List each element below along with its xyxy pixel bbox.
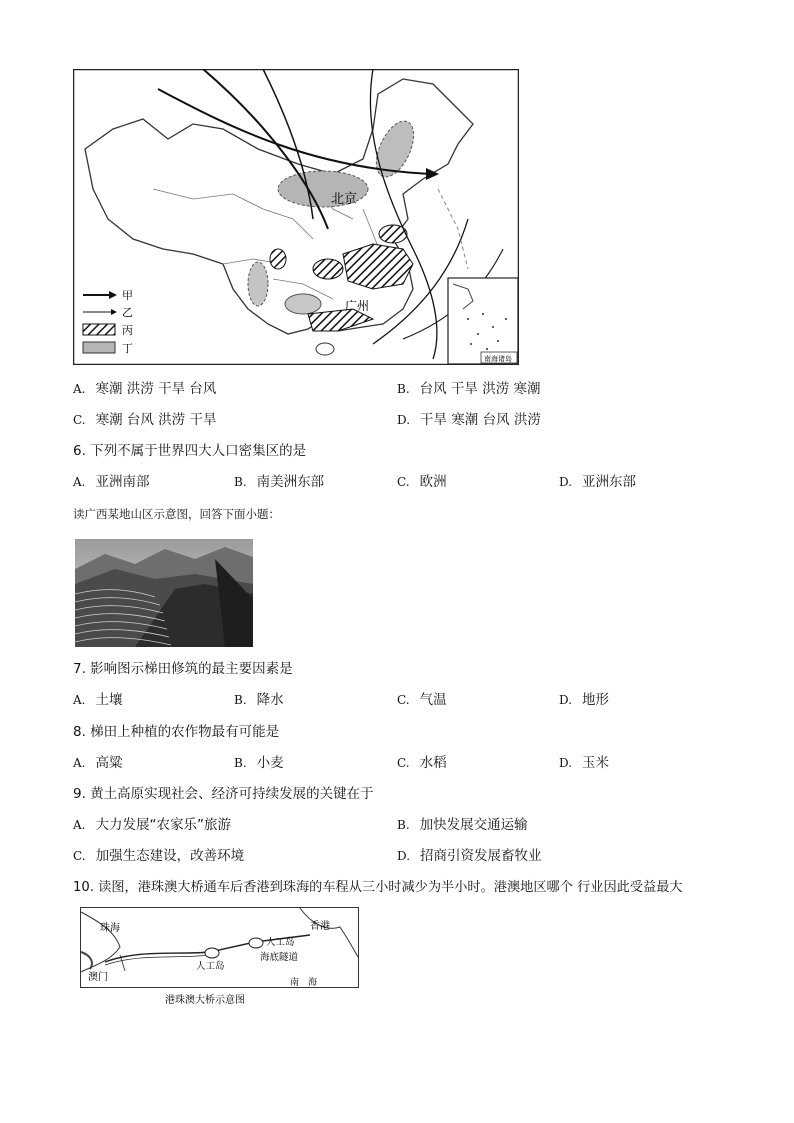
q8-option-d[interactable]: D. 玉米 [559, 755, 610, 771]
artificial-island-2 [249, 938, 263, 948]
guangzhou-label: 广州 [345, 299, 370, 313]
label-zhuhai: 珠海 [100, 923, 120, 934]
q7-option-c[interactable]: C. 气温 [397, 692, 447, 708]
q8-option-b[interactable]: B. 小麦 [234, 755, 284, 771]
q6-option-d[interactable]: D. 亚洲东部 [559, 474, 637, 490]
label-island-2: 人工岛 [266, 937, 295, 948]
q8-option-c[interactable]: C. 水稻 [397, 755, 447, 771]
region-ding-3 [248, 262, 268, 306]
region-ding-4 [285, 294, 321, 314]
q9-option-b[interactable]: B. 加快发展交通运输 [397, 817, 528, 833]
q6-option-c[interactable]: C. 欧洲 [397, 474, 447, 490]
label-aomen: 澳门 [88, 972, 108, 983]
artificial-island-1 [205, 948, 219, 958]
q7-option-a[interactable]: A. 土壤 [73, 692, 123, 708]
legend-jia: 甲 [122, 289, 133, 302]
beijing-label: 北京 [331, 192, 358, 207]
legend-bing: 丙 [122, 324, 133, 337]
legend-ding: 丁 [122, 342, 133, 355]
q7-stem: 7. 影响图示梯田修筑的最主要因素是 [73, 661, 293, 677]
label-nanhai: 南 海 [290, 978, 318, 988]
q6-option-b[interactable]: B. 南美洲东部 [234, 474, 325, 490]
q5-option-b[interactable]: B. 台风 干旱 洪涝 寒潮 [397, 381, 541, 397]
q7-option-d[interactable]: D. 地形 [559, 692, 610, 708]
label-xianggang: 香港 [310, 921, 330, 932]
q5-option-a[interactable]: A. 寒潮 洪涝 干旱 台风 [73, 381, 217, 397]
hzmb-map [80, 907, 360, 1010]
region-bing-2 [313, 259, 343, 279]
q7-option-b[interactable]: B. 降水 [234, 692, 284, 708]
legend-yi: 乙 [122, 306, 133, 319]
label-tunnel: 海底隧道 [260, 952, 299, 963]
q10-stem: 10. 读图，港珠澳大桥通车后香港到珠海的车程从三小时减少为半小时。港澳地区哪个 行业因此受益最大 [73, 880, 683, 895]
terrace-photo [75, 539, 253, 647]
china-hazard-map [73, 69, 519, 365]
q6-stem: 6. 下列不属于世界四大人口密集区的是 [73, 443, 307, 459]
map2-caption: 港珠澳大桥示意图 [165, 995, 245, 1006]
q5-option-c[interactable]: C. 寒潮 台风 洪涝 干旱 [73, 412, 217, 428]
q8-option-a[interactable]: A. 高粱 [73, 755, 123, 771]
q6-option-a[interactable]: A. 亚洲南部 [73, 474, 150, 490]
label-island-1: 人工岛 [196, 961, 225, 972]
q9-option-a[interactable]: A. 大力发展“农家乐”旅游 [73, 817, 231, 833]
nanhai-inset-label: 南海诸岛 [484, 355, 512, 363]
q9-option-d[interactable]: D. 招商引资发展畜牧业 [397, 848, 542, 864]
q9-stem: 9. 黄土高原实现社会、经济可持续发展的关键在于 [73, 786, 374, 802]
q9-option-c[interactable]: C. 加强生态建设，改善环境 [73, 848, 245, 864]
region-bing-1 [343, 244, 413, 289]
region-bing-4 [270, 249, 286, 269]
q8-stem: 8. 梯田上种植的农作物最有可能是 [73, 724, 280, 740]
q5-option-d[interactable]: D. 干旱 寒潮 台风 洪涝 [397, 412, 541, 428]
passage-intro: 读广西某地山区示意图，回答下面小题： [73, 507, 280, 521]
